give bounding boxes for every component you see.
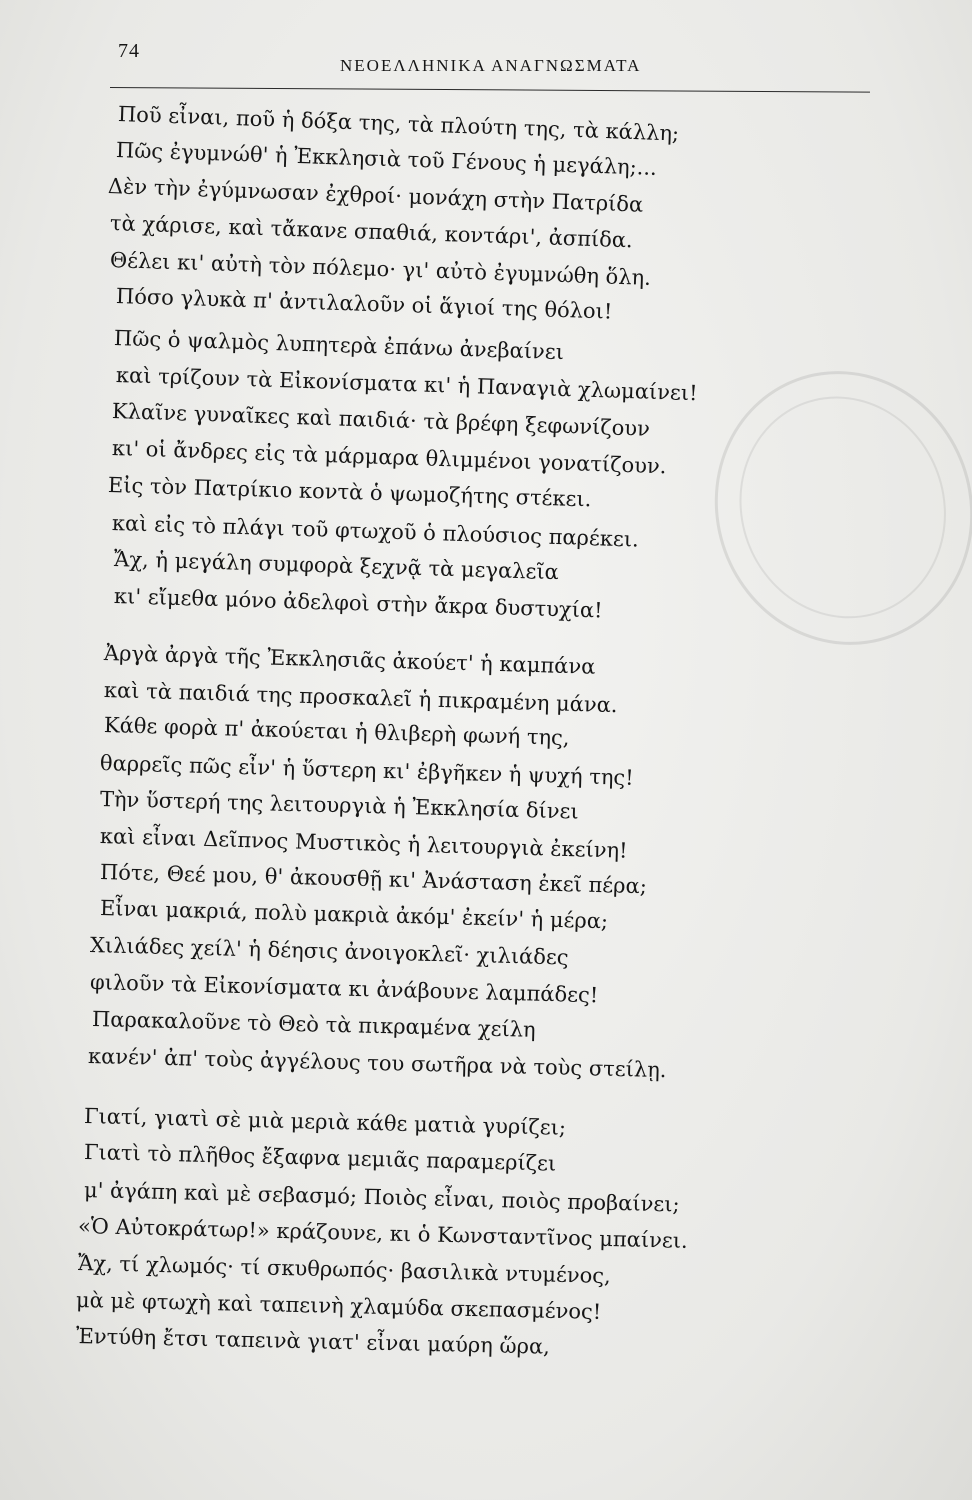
poem-line: θαρρεῖς πῶς εἶν' ἡ ὕστερη κι' ἐβγῆκεν ἡ ψυχή της! [99, 751, 635, 790]
poem-line: καὶ τὰ παιδιά της προσκαλεῖ ἡ πικραμένη μάνα. [103, 678, 618, 718]
page-number: 74 [118, 40, 140, 62]
poem-line: μ' ἀγάπη καὶ μὲ σεβασμό; Ποιὸς εἶναι, ποιὸς προβαίνει; [83, 1178, 680, 1217]
poem-line: Πῶς ἐγυμνώθ' ἡ Ἐκκλησιὰ τοῦ Γένους ἡ μεγάλη;... [115, 138, 658, 180]
poem-line: κι' εἴμεθα μόνο ἀδελφοὶ στὴν ἄκρα δυστυχία! [113, 584, 603, 623]
poem-line: Πότε, Θεέ μου, θ' ἀκουσθῇ κι' Ἀνάσταση ἐκεῖ πέρα; [99, 860, 648, 899]
poem-line: κι' οἱ ἄνδρες εἰς τὰ μάρμαρα θλιμμένοι γονατίζουν. [111, 436, 667, 479]
poem-line: Πόσο γλυκὰ π' ἀντιλαλοῦν οἱ ἅγιοί της θόλοι! [115, 284, 613, 324]
poem-line: Ἄχ, ἡ μεγάλη συμφορὰ ξεχνᾷ τὰ μεγαλεῖα [113, 547, 560, 585]
poem-line: Δὲν τὴν ἐγύμνωσαν ἐχθροί· μονάχη στὴν Πατρίδα [107, 174, 644, 217]
poem-line: Γιατὶ τὸ πλῆθος ἔξαφνα μεμιᾶς παραμερίζει [83, 1140, 557, 1176]
poem-line: Ἄχ, τί χλωμός· τί σκυθρωπός· βασιλικὰ ντυμένος, [77, 1251, 612, 1289]
running-title: ΝΕΟΕΛΛΗΝΙΚΑ ΑΝΑΓΝΩΣΜΑΤΑ [340, 56, 642, 75]
poem-line: φιλοῦν τὰ Εἰκονίσματα κι ἀνάβουνε λαμπάδες! [89, 970, 599, 1008]
poem-line: «Ὁ Αὐτοκράτωρ!» κράζουνε, κι ὁ Κωνσταντῖνος μπαίνει. [77, 1214, 688, 1253]
poem-line: Χιλιάδες χείλ' ἡ δέησις ἀνοιγοκλεῖ· χιλιάδες [89, 933, 569, 970]
poem-line: Παρακαλοῦνε τὸ Θεὸ τὰ πικραμένα χείλη [91, 1007, 536, 1042]
poem-line: Κάθε φορὰ π' ἀκούεται ἡ θλιβερὴ φωνή της, [103, 713, 570, 750]
poem-line: Κλαῖνε γυναῖκες καὶ παιδιά· τὰ βρέφη ξεφωνίζουν [111, 399, 651, 441]
poem-line: Εἶναι μακριά, πολὺ μακριὰ ἀκόμ' ἐκείν' ἡ μέρα; [99, 896, 609, 934]
poem-line: Θέλει κι' αὐτὴ τὸν πόλεμο· γι' αὐτὸ ἐγυμνώθη ὅλη. [109, 248, 652, 290]
poem-line: καὶ εἶναι Δεῖπνος Μυστικὸς ἡ λειτουργιὰ ἐκείνη! [99, 824, 628, 863]
poem-line: κανέν' ἀπ' τοὺς ἀγγέλους του σωτῆρα νὰ τοὺς στείλῃ. [87, 1044, 667, 1083]
poem-line: τὰ χάρισε, καὶ τἄκανε σπαθιά, κοντάρι', ἀσπίδα. [109, 211, 634, 253]
poem-line: Πῶς ὁ ψαλμὸς λυπητερὰ ἐπάνω ἀνεβαίνει [113, 326, 565, 365]
poem-line: Γιατί, γιατὶ σὲ μιὰ μεριὰ κάθε ματιὰ γυρίζει; [83, 1104, 567, 1140]
poem-line: Ἀργὰ ἀργὰ τῆς Ἐκκλησιᾶς ἀκούετ' ἡ καμπάνα [103, 641, 596, 679]
poem-line: Ἐντύθη ἔτσι ταπεινὰ γιατ' εἶναι μαύρη ὥρα, [75, 1324, 551, 1359]
poem-line: καὶ εἰς τὸ πλάγι τοῦ φτωχοῦ ὁ πλούσιος παρέκει. [111, 511, 640, 552]
poem-line: καὶ τρίζουν τὰ Εἰκονίσματα κι' ἡ Παναγιὰ χλωμαίνει! [115, 363, 698, 406]
poem-line: μὰ μὲ φτωχὴ καὶ ταπεινὴ χλαμύδα σκεπασμένος! [75, 1288, 602, 1324]
poem-line: Τὴν ὕστερή της λειτουργιὰ ἡ Ἐκκλησία δίνει [99, 787, 579, 824]
poem-line: Ποῦ εἶναι, ποῦ ἡ δόξα της, τὰ πλούτη της, τὰ κάλλη; [117, 102, 680, 146]
poem-line: Εἰς τὸν Πατρίκιο κοντὰ ὁ ψωμοζήτης στέκει. [107, 473, 592, 512]
